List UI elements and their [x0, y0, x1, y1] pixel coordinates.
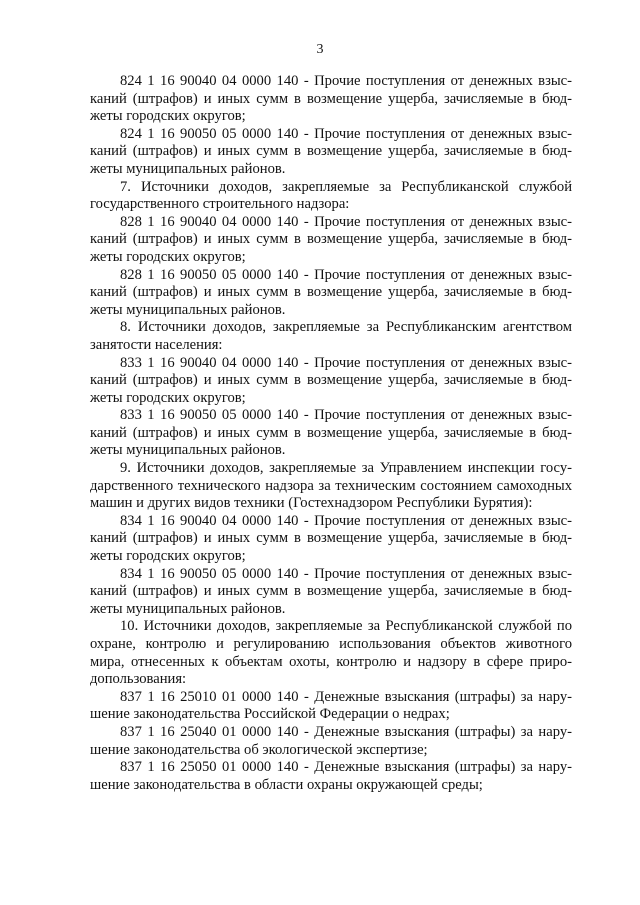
paragraph-834-90050: 834 1 16 90050 05 0000 140 - Прочие поступления от денежных взысканий (штрафов) и иных сумм в возмещение ущерба, зачисляемые в бюджеты муниципальных районов.: [90, 565, 572, 617]
section-8-heading: 8. Источники доходов, закрепляемые за Республиканским агентством занятости населения:: [90, 319, 572, 353]
paragraph-824-90050: 824 1 16 90050 05 0000 140 - Прочие поступления от денежных взысканий (штрафов) и иных сумм в возмещение ущерба, зачисляемые в бюджеты муниципальных районов.: [90, 125, 572, 177]
page-number: 3: [316, 42, 324, 57]
paragraph-834-90040: 834 1 16 90040 04 0000 140 - Прочие поступления от денежных взысканий (штрафов) и иных сумм в возмещение ущерба, зачисляемые в бюджеты городских округов;: [90, 512, 572, 565]
paragraph-824-90040: 824 1 16 90040 04 0000 140 - Прочие поступления от денежных взысканий (штрафов) и иных сумм в возмещение ущерба, зачисляемые в бюджеты городских округов;: [90, 73, 572, 125]
paragraph-837-25040: 837 1 16 25040 01 0000 140 - Денежные взыскания (штрафы) за нарушение законодательства об экологической экспертизе;: [90, 723, 572, 758]
section-10-heading: 10. Источники доходов, закрепляемые за Республиканской службой по охране, контролю и регулированию использования объектов животного мира, отнесенных к объектам охоты, контролю и надзору в сфере природопользования:: [90, 618, 572, 688]
paragraph-833-90040: 833 1 16 90040 04 0000 140 - Прочие поступления от денежных взысканий (штрафов) и иных сумм в возмещение ущерба, зачисляемые в бюджеты городских округов;: [90, 354, 572, 406]
paragraph-828-90050: 828 1 16 90050 05 0000 140 - Прочие поступления от денежных взысканий (штрафов) и иных сумм в возмещение ущерба, зачисляемые в бюджеты муниципальных районов.: [90, 266, 572, 318]
paragraph-833-90050: 833 1 16 90050 05 0000 140 - Прочие поступления от денежных взысканий (штрафов) и иных сумм в возмещение ущерба, зачисляемые в бюджеты муниципальных районов.: [90, 407, 572, 459]
section-7-heading: 7. Источники доходов, закрепляемые за Республиканской службой государственного строительного надзора:: [90, 178, 572, 213]
section-9-heading: 9. Источники доходов, закрепляемые за Управлением инспекции государственного технического надзора за техническим состоянием самоходных машин и других видов техники (Гостехнадзором Республики Бурятия):: [90, 460, 572, 512]
paragraph-828-90040: 828 1 16 90040 04 0000 140 - Прочие поступления от денежных взысканий (штрафов) и иных сумм в возмещение ущерба, зачисляемые в бюджеты городских округов;: [90, 213, 572, 265]
paragraph-837-25010: 837 1 16 25010 01 0000 140 - Денежные взыскания (штрафы) за нарушение законодательства Российской Федерации о недрах;: [90, 688, 572, 723]
paragraph-837-25050: 837 1 16 25050 01 0000 140 - Денежные взыскания (штрафы) за нарушение законодательства в области охраны окружающей среды;: [90, 759, 572, 793]
document-body: [90, 73, 572, 794]
